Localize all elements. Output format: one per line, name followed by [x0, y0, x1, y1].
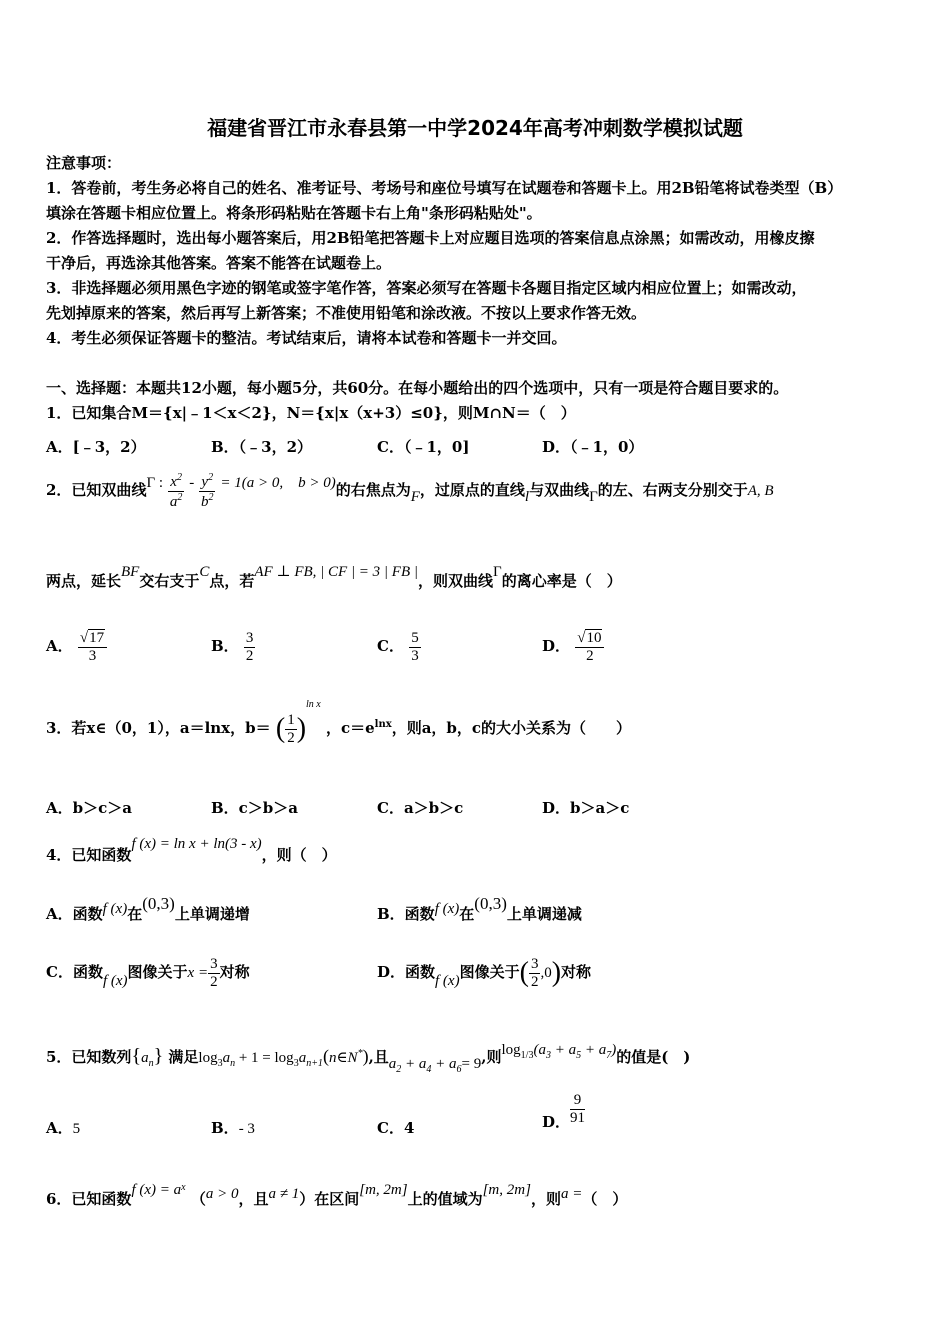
text: ,则 [481, 1048, 502, 1066]
option-c[interactable]: C．4 [377, 1119, 415, 1137]
text: 图像关于 [459, 963, 520, 981]
numerator: 5 [411, 630, 419, 646]
option-a[interactable] [46, 630, 107, 664]
text: ，过原点的直线 [419, 481, 525, 499]
text: 与双曲线 [529, 481, 590, 499]
numerator: 3 [245, 630, 254, 646]
text: ，则双曲线 [418, 572, 494, 590]
math-interval: (0,3) [474, 894, 507, 913]
text: 的离心率是（ ） [501, 572, 622, 590]
question-4 [46, 836, 337, 865]
option-label: A． [46, 1119, 73, 1137]
option-d[interactable]: D．函数f (x)图像关于( $\frac{3}{2}$ ,0)对称 [377, 956, 592, 990]
option-d[interactable] [542, 1092, 586, 1131]
function-equation: f (x) = ln x + ln(3 - x) [131, 836, 262, 852]
text: ，且 [238, 1190, 269, 1208]
notice-line: 4．考生必须保证答题卡的整洁。考试结束后，请将本试卷和答题卡一并交回。 [46, 329, 567, 347]
option-label: B． [211, 1119, 239, 1137]
option-a[interactable] [46, 894, 250, 924]
text: ，则（ ） [261, 846, 337, 864]
exponent: ln x [306, 699, 321, 710]
fraction-x2-a2: $\frac{x^2}{a^2}$ [169, 472, 183, 510]
fraction [570, 1092, 585, 1126]
math-condition: AF ⊥ FB, | CF | = 3 | FB | [254, 564, 419, 580]
notice-line: 先划掉原来的答案，然后再写上新答案；不准使用铅笔和涂改液。不按以上要求作答无效。 [46, 304, 647, 322]
hyperbola-condition: = 1(a > 0, b > 0) [220, 475, 336, 491]
question-2: 2．已知双曲线Γ : $\frac{x^2}{a^2}$ - $\frac{y^2}{b^2}$ = 1(a > 0, b > 0)的右焦点为F，过原点的直线l与双曲线Γ的左、右两支分别交于A, B [46, 472, 774, 510]
math-fx: f (x) [435, 973, 460, 989]
fraction-one-half: $\frac{1}{2}$ [287, 712, 295, 746]
text: 交右支于 [139, 572, 200, 590]
text: 在 [459, 905, 475, 923]
text: 满足 [168, 1048, 199, 1066]
text: （ ） [582, 1190, 628, 1208]
math-BF: BF [121, 564, 140, 580]
function-equation: f (x) = a [131, 1182, 182, 1198]
text: （ [190, 1190, 206, 1208]
option-d[interactable] [542, 630, 604, 664]
text: 上的值域为 [407, 1190, 483, 1208]
text: 对称 [561, 963, 592, 981]
notice-line: 干净后，再选涂其他答案。答案不能答在试题卷上。 [46, 254, 392, 272]
option-b[interactable] [211, 1117, 255, 1138]
option-a[interactable]: A．[﹣3，2） [46, 438, 146, 456]
option-value: 5 [72, 1121, 81, 1137]
math-C: C [199, 564, 210, 580]
exponent: lnx [374, 719, 392, 730]
option-c[interactable]: C．（﹣1，0] [377, 438, 470, 456]
option-b[interactable]: B．（﹣3，2） [211, 438, 313, 456]
page-title: 福建省晋江市永春县第一中学2024年高考冲刺数学模拟试题 [207, 116, 743, 140]
question-text: 3．若x∈（0，1），a＝lnx，b＝ [46, 719, 271, 737]
math-interval: [m, 2m] [482, 1182, 531, 1198]
notice-heading: 注意事项： [46, 154, 122, 172]
notice-line: 1．答卷前，考生务必将自己的姓名、准考证号、考场号和座位号填写在试题卷和答题卡上。用2B铅笔将试卷类型（B） [46, 179, 843, 197]
option-b[interactable] [211, 630, 255, 664]
notice-line: 3．非选择题必须用黑色字迹的钢笔或签字笔作答，答案必须写在答题卡各题目指定区域内相应位置上；如需改动， [46, 279, 807, 297]
text: 的右焦点为 [335, 481, 411, 499]
option-b[interactable]: B．c＞b＞a [211, 799, 299, 817]
option-d[interactable]: D．（﹣1，0） [542, 438, 644, 456]
text: ,且 [368, 1048, 389, 1066]
denominator: 91 [570, 1109, 586, 1126]
option-d[interactable]: D．b＞a＞c [542, 799, 630, 817]
math-condition: a ≠ 1 [268, 1186, 300, 1202]
text: D．函数 [377, 963, 436, 981]
question-text: 4．已知函数 [46, 846, 132, 864]
question-3: 3．若x∈（0，1），a＝lnx，b＝ ( $\frac{1}{2}$ )$^{ln x}$ ，$c=e^{lnx}$，则a，b，c的大小关系为（ ） [46, 699, 632, 746]
text: ）在区间 [299, 1190, 360, 1208]
option-value: - 3 [238, 1121, 255, 1137]
option-a[interactable]: A．b＞c＞a [46, 799, 132, 817]
text: B．函数 [377, 905, 435, 923]
math-interval: (0,3) [142, 894, 175, 913]
fraction [244, 630, 256, 664]
denominator: 3 [88, 647, 97, 664]
math-l: l [524, 489, 530, 505]
option-label: B． [211, 637, 239, 655]
question-5: 5．已知数列$\{a_n\}$ 满足$\log_3a_n + 1$ = $\log_3a_{n+1}(n\in N^*)$,且$a_2 + a_4 + a_6= 9$,则$\log_{1/3}(a_3 + a_5 + a_7)$的值是( ) [46, 1042, 691, 1075]
text: ，则a，b，c的大小关系为（ ） [391, 719, 632, 737]
numerator: 10 [586, 630, 602, 646]
math-equals-nine: = 9 [461, 1056, 482, 1072]
text: 上单调递增 [174, 905, 250, 923]
option-c[interactable]: C．a＞b＞c [377, 799, 464, 817]
math-condition: a > 0 [205, 1186, 239, 1202]
text: 的值是( ) [616, 1048, 691, 1066]
section-heading: 一、选择题：本题共12小题，每小题5分，共60分。在每小题给出的四个选项中，只有一项是符合题目要求的。 [46, 379, 789, 397]
option-b[interactable] [377, 894, 582, 924]
text: C．函数 [46, 963, 103, 981]
text: 图像关于 [127, 963, 188, 981]
math-x-equals: x = [187, 965, 209, 981]
math-fx: f (x) [102, 973, 128, 989]
text: 在 [127, 905, 143, 923]
question-6: 6．已知函数f $(x) = a^x$ （a > 0，且a ≠ 1）在区间[m, 2m]上的值域为[m, 2m]，则a =（ ） [46, 1182, 628, 1208]
option-label: A． [46, 637, 73, 655]
math-fx: f (x) [102, 901, 128, 917]
numerator: 17 [89, 630, 105, 646]
math-AB: A, B [747, 483, 774, 499]
option-label: C． [377, 637, 404, 655]
question-text: 5．已知数列 [46, 1048, 132, 1066]
option-c[interactable] [377, 630, 421, 664]
option-c[interactable] [46, 956, 250, 990]
question-prefix: 1．已知集合 [46, 404, 132, 422]
text: 上单调递减 [506, 905, 582, 923]
fraction [409, 630, 421, 664]
text: A．函数 [46, 905, 103, 923]
math-a-equals: a = [560, 1186, 583, 1202]
denominator: 3 [411, 647, 419, 664]
numerator: 9 [570, 1092, 585, 1110]
question-2-line-2: 两点，延长BF交右支于C点，若AF ⊥ FB, | CF | = 3 | FB |，则双曲线Γ的离心率是（ ） [46, 564, 622, 590]
denominator: 2 [586, 647, 594, 664]
fraction-y2-b2: $\frac{y^2}{b^2}$ [201, 472, 214, 510]
question-1 [46, 402, 576, 423]
text: 的左、右两支分别交于 [597, 481, 748, 499]
notice-line: 填涂在答题卡相应位置上。将条形码粘贴在答题卡右上角"条形码粘贴处"。 [46, 204, 542, 222]
denominator: 2 [245, 647, 254, 664]
question-text: 6．已知函数 [46, 1190, 132, 1208]
fraction-three-halves: $\frac{3}{2}$ [530, 956, 539, 990]
option-label: D． [542, 637, 571, 655]
notice-line: 2．作答选择题时，选出每小题答案后，用2B铅笔把答题卡上对应题目选项的答案信息点涂黑；如需改动，用橡皮擦 [46, 229, 815, 247]
math-F: F [410, 489, 420, 505]
fraction: $\frac{√17}{3}$ [78, 630, 107, 664]
text: 两点，延长 [46, 572, 122, 590]
option-label: D． [542, 1113, 571, 1131]
option-a[interactable] [46, 1117, 80, 1138]
text: 对称 [219, 963, 250, 981]
text: ，则 [530, 1190, 561, 1208]
math-interval: [m, 2m] [359, 1182, 408, 1198]
question-prefix: 2．已知双曲线 [46, 481, 147, 499]
fraction-three-halves: $\frac{3}{2}$ [210, 956, 218, 990]
math-fx: f (x) [434, 901, 460, 917]
text: ，c＝e [325, 719, 375, 737]
fraction: $\frac{√10}{2}$ [575, 630, 604, 664]
text: 点，若 [209, 572, 255, 590]
question-text: M＝{x|﹣1＜x＜2}，N＝{x|x（x+3）≤0}，则M∩N＝（ ） [131, 404, 576, 422]
